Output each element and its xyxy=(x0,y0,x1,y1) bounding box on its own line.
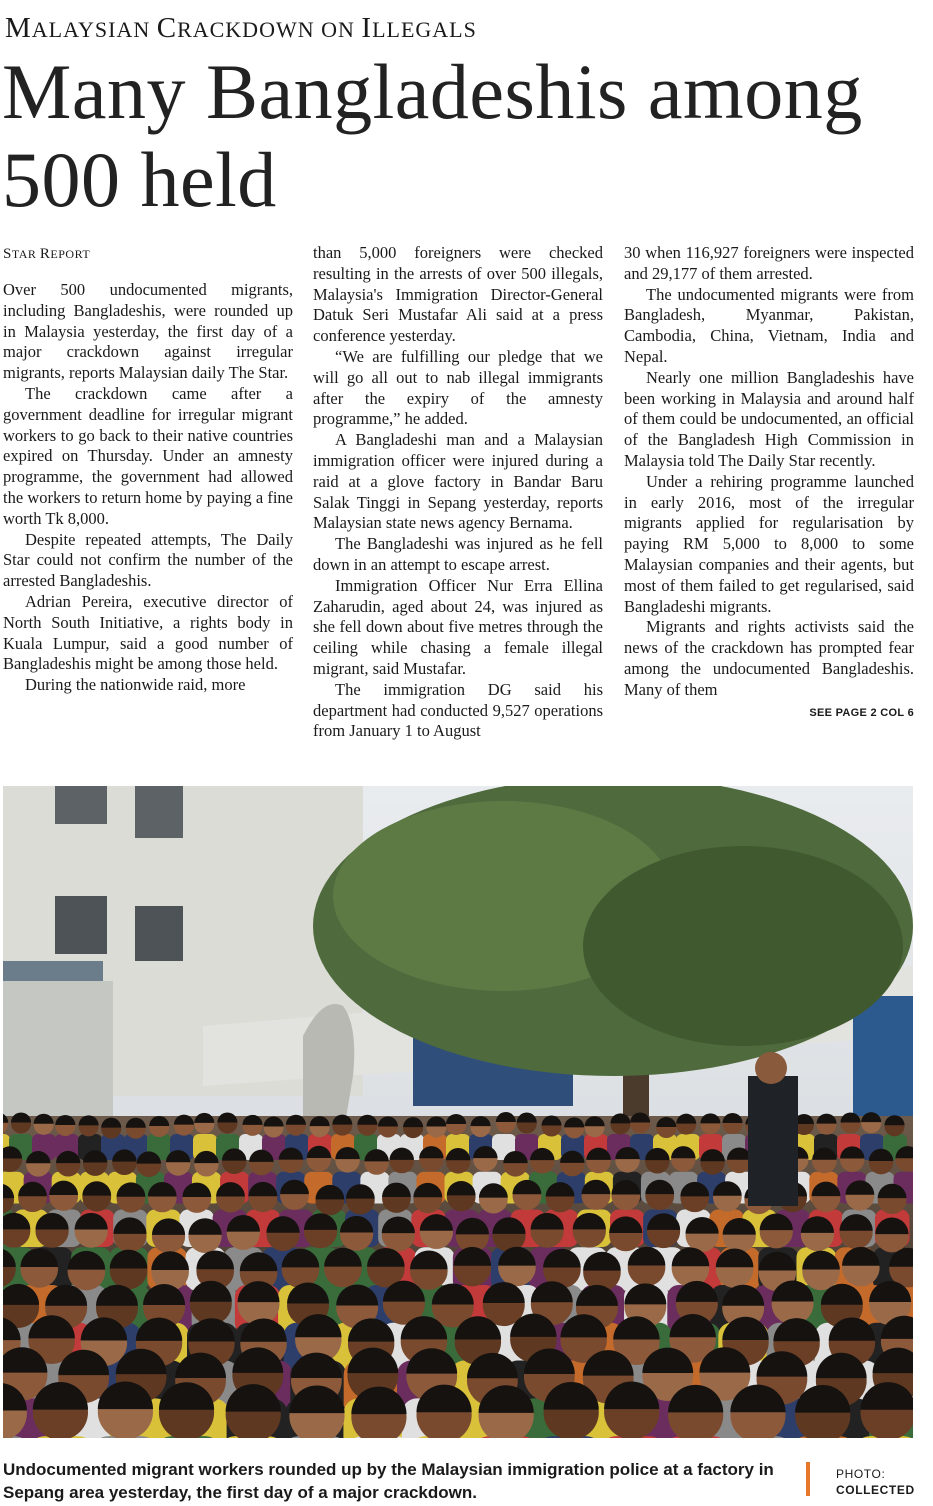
byline xyxy=(3,246,90,263)
paragraph: “We are fulfilling our pledge that we will go all out to nab illegal immigrants after the expiry of the amnesty programme,” he added. xyxy=(313,346,603,429)
headline: Many Bangladeshis among 500 held xyxy=(2,48,863,223)
kicker-cap-2: C xyxy=(156,12,178,44)
byline-cap-2: R xyxy=(39,246,51,262)
byline-cap-1: S xyxy=(3,246,12,262)
paragraph: The crackdown came after a government deadline for irregular migrant workers to go back to their native countries expired on Thursday. Under an amnesty programme, the government had allowed the workers to return home by paying a fine worth Tk 8,000. xyxy=(3,383,293,528)
paragraph: Adrian Pereira, executive director of North South Initiative, a rights body in Kuala Lumpur, said a good number of Bangladeshis might be among those held. xyxy=(3,591,293,674)
paragraph: During the nationwide raid, more xyxy=(25,675,246,695)
kicker-part-2: RACKDOWN ON xyxy=(177,17,362,42)
article-column-3 xyxy=(624,243,914,723)
paragraph: Immigration Officer Nur Erra Ellina Zaharudin, aged about 24, was injured as she fell down about five metres through the ceiling while chasing a female illegal migrant, said Mustafar. xyxy=(313,575,603,678)
paragraph: Over 500 undocumented migrants, including Bangladeshis, were rounded up in Malaysia yesterday, the first day of a major crackdown against irregular migrants, reports Malaysian daily The Star. xyxy=(3,280,293,383)
paragraph: The immigration DG said his department had conducted 9,527 operations from January 1 to August xyxy=(313,679,603,741)
kicker-cap-1: M xyxy=(5,12,32,44)
paragraph: The undocumented migrants were from Bangladesh, Myanmar, Pakistan, Cambodia, China, Vietnam, India and Nepal. xyxy=(624,284,914,366)
photo-caption: Undocumented migrant workers rounded up by the Malaysian immigration police at a factory in Sepang area yesterday, the first day of a major crackdown. xyxy=(3,1460,774,1502)
article-column-1 xyxy=(3,280,293,696)
paragraph: Migrants and rights activists said the news of the crackdown has prompted fear among the undocumented Bangladeshis. Many of them xyxy=(624,617,914,699)
crowd-photo-illustration xyxy=(3,786,913,1438)
photo-credit xyxy=(836,1466,915,1498)
jump-line[interactable]: SEE PAGE 2 COL 6 xyxy=(809,706,914,719)
paragraph: Despite repeated attempts, The Daily Star could not confirm the number of the arrested Bangladeshis. xyxy=(3,529,293,591)
article-column-2 xyxy=(313,243,603,742)
news-photo xyxy=(3,786,913,1438)
paragraph: A Bangladeshi man and a Malaysian immigration officer were injured during a raid at a glove factory in Bandar Baru Salak Tinggi in Sepang yesterday, reports Malaysian state news agency Bernama. xyxy=(313,430,603,533)
byline-part-1: TAR xyxy=(11,247,40,261)
officer xyxy=(748,1076,798,1206)
credit-label: PHOTO: xyxy=(836,1467,886,1481)
byline-part-2: EPORT xyxy=(50,247,91,261)
paragraph: than 5,000 foreigners were checked resulting in the arrests of over 500 illegals, Malaysia's Immigration Director-General Datuk Seri Mustafar Ali said at a press conference yesterday. xyxy=(313,243,603,346)
paragraph: Nearly one million Bangladeshis have been working in Malaysia and around half of them could be undocumented, an official of the Bangladesh High Commission in Malaysia told The Daily Star recently. xyxy=(624,367,914,470)
paragraph: 30 when 116,927 foreigners were inspected and 29,177 of them arrested. xyxy=(624,243,914,283)
paragraph: Under a rehiring programme launched in early 2016, most of the irregular migrants applied for regularisation by paying RM 5,000 to 8,000 to some Malaysian companies and their agents, but most of them failed to get regularised, said Bangladeshi migrants. xyxy=(624,471,914,616)
paragraph: The Bangladeshi was injured as he fell down in an attempt to escape arrest. xyxy=(313,534,603,574)
kicker-cap-3: I xyxy=(361,12,373,44)
kicker-part-1: ALAYSIAN xyxy=(31,17,157,42)
kicker-part-3: LLEGALS xyxy=(372,17,477,42)
credit-accent-bar xyxy=(806,1462,810,1496)
kicker xyxy=(5,12,477,45)
credit-source: COLLECTED xyxy=(836,1483,915,1497)
